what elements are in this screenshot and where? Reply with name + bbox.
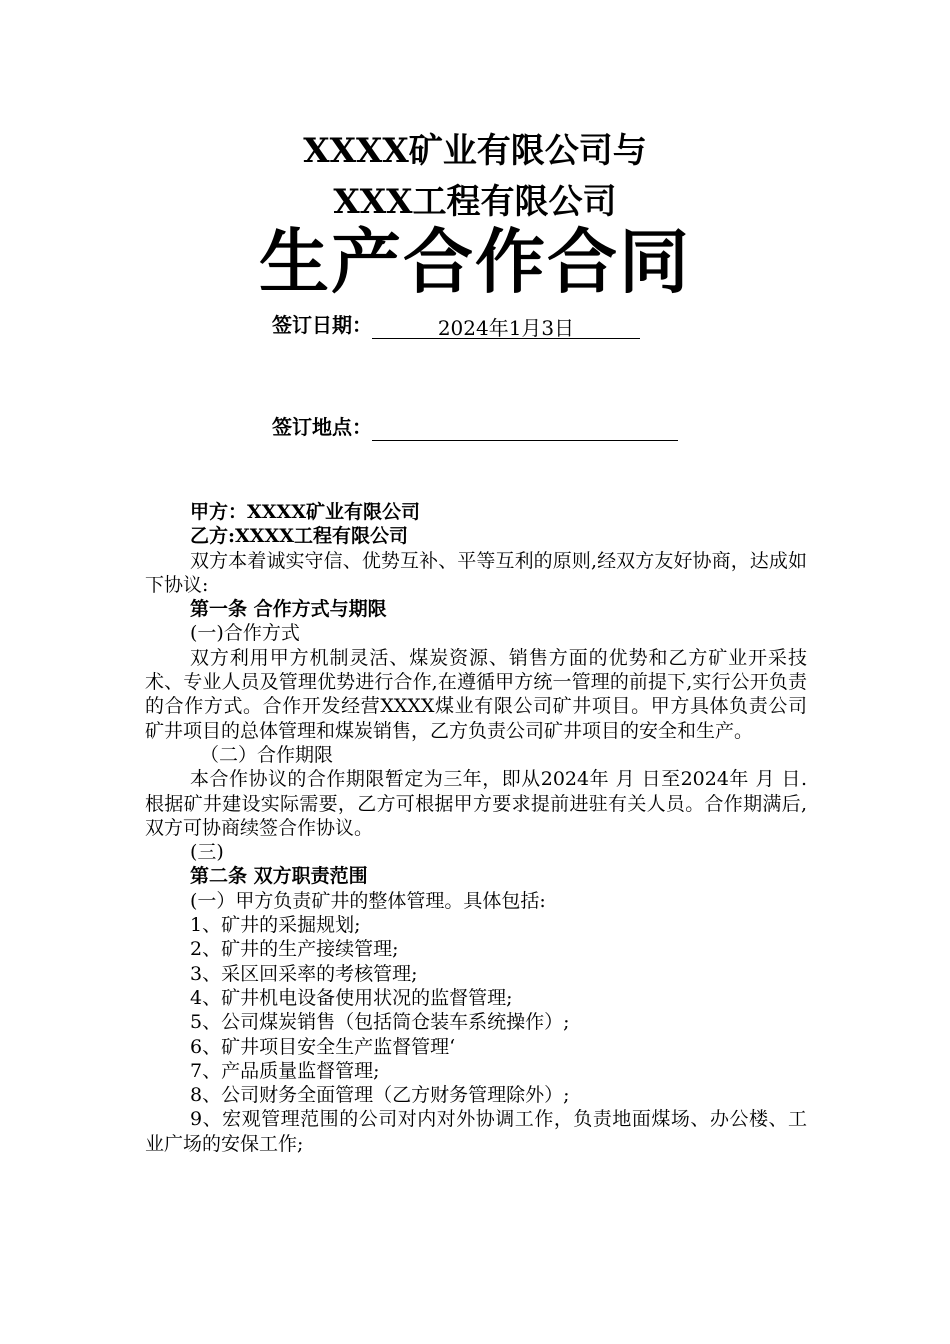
signing-date-value: 2024年1月3日 xyxy=(437,316,575,340)
article-1-paragraph-1: 双方利用甲方机制灵活、煤炭资源、销售方面的优势和乙方矿业开采技术、专业人员及管理优势进行合作,在遵循甲方统一管理的前提下,实行公开负责的合作方式。合作开发经营XXXX煤业有限公司矿井项目。甲方具体负责公司矿井项目的总体管理和煤炭销售，乙方负责公司矿井项目的安全和生产。 xyxy=(145,646,807,742)
article-1-section-2: （二）合作期限 xyxy=(200,743,334,766)
signing-date-row xyxy=(272,311,640,339)
duty-item: 7、产品质量监督管理; xyxy=(190,1059,380,1082)
article-1-section-3: (三) xyxy=(190,841,224,864)
duty-item: 5、公司煤炭销售（包括筒仓装车系统操作）; xyxy=(190,1011,570,1034)
signing-place-label: 签订地点： xyxy=(272,415,372,439)
article-2-heading: 第二条 双方职责范围 xyxy=(190,865,368,888)
contract-body xyxy=(145,500,807,1156)
article-1-heading: 第一条 合作方式与期限 xyxy=(190,598,387,621)
party-a: 甲方：XXXX矿业有限公司 xyxy=(190,501,420,523)
duty-item: 4、矿井机电设备使用状况的监督管理; xyxy=(190,986,513,1009)
duty-item: 8、公司财务全面管理（乙方财务管理除外）; xyxy=(190,1084,570,1107)
duty-item: 3、采区回采率的考核管理; xyxy=(190,962,418,985)
signing-place-row xyxy=(272,413,678,441)
contract-title: 生产合作合同 xyxy=(259,220,691,303)
duty-item: 6、矿井项目安全生产监督管理‘ xyxy=(190,1035,456,1058)
intro-paragraph: 双方本着诚实守信、优势互补、平等互利的原则,经双方友好协商，达成如下协议: xyxy=(145,549,807,596)
party-b: 乙方:XXXX工程有限公司 xyxy=(190,525,408,548)
duty-item: 9、宏观管理范围的公司对内对外协调工作，负责地面煤场、办公楼、工业广场的安保工作; xyxy=(145,1108,807,1155)
duty-item: 1、矿井的采掘规划; xyxy=(190,914,361,937)
article-1-paragraph-2: 本合作协议的合作期限暂定为三年，即从2024年 月 日至2024年 月 日.根据矿井建设实际需要，乙方可根据甲方要求提前进驻有关人员。合作期满后,双方可协商续签合作协议。 xyxy=(145,768,807,839)
article-2-section-1: (一）甲方负责矿井的整体管理。具体包括: xyxy=(190,889,546,912)
article-1-section-1: (一)合作方式 xyxy=(190,622,300,645)
signing-place-field xyxy=(372,416,678,441)
signing-date-field xyxy=(372,314,640,339)
title-company-b: XXX工程有限公司 xyxy=(333,182,617,222)
signing-date-label: 签订日期： xyxy=(272,313,372,337)
duty-item: 2、矿井的生产接续管理; xyxy=(190,938,399,961)
title-company-a: XXXX矿业有限公司与 xyxy=(303,131,647,171)
